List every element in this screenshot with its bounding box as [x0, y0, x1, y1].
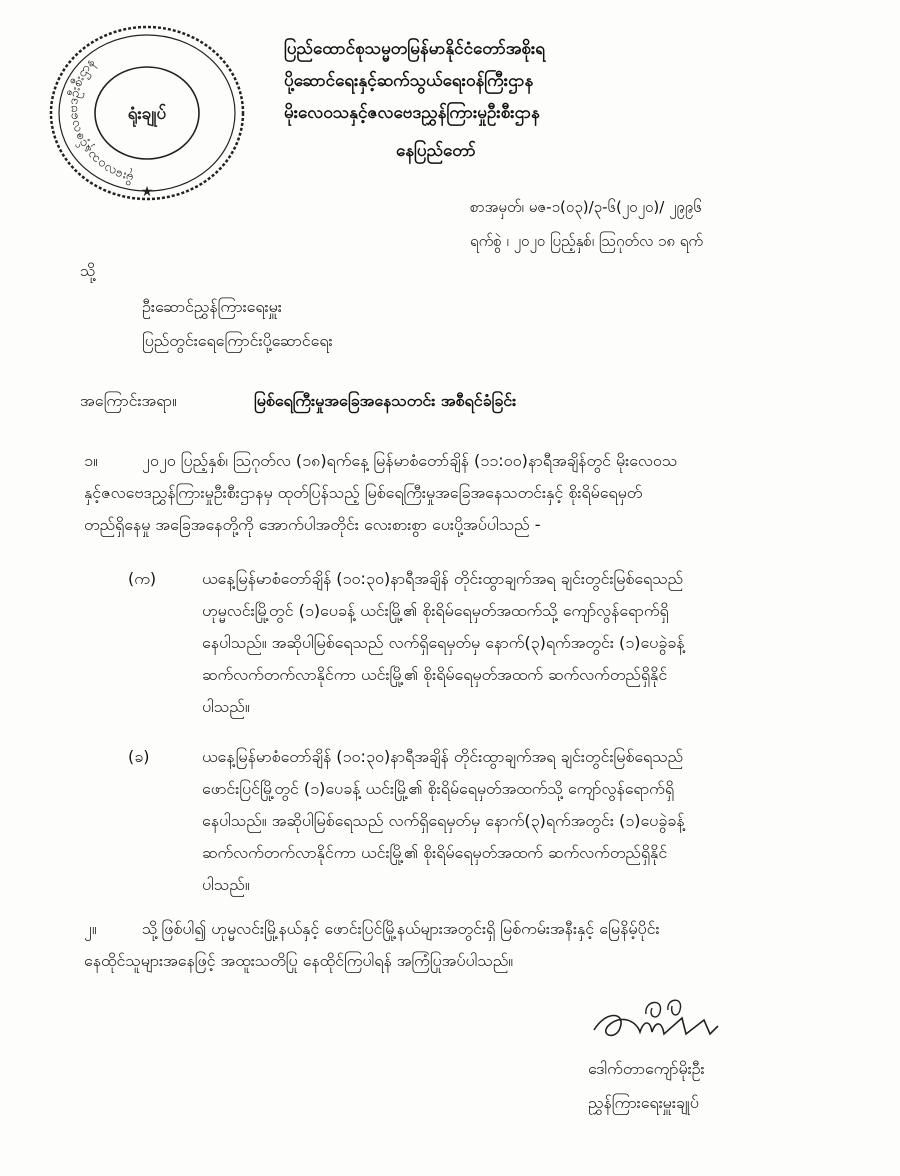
- subject-label: အကြောင်းအရာ။: [80, 391, 177, 410]
- header-ministry: ပို့ဆောင်ရေးနှင့်ဆက်သွယ်ရေးဝန်ကြီးဌာန: [284, 71, 534, 91]
- item-line: ယနေ့မြန်မာစံတော်ချိန် (၁၀:၃၀)နာရီအချိန် တိုင်းထွာချက်အရ ချင်းတွင်းမြစ်ရေသည်: [202, 569, 684, 588]
- para1-line: တည်ရှိနေမှု အခြေအနေတို့ကို အောက်ပါအတိုင်း လေးစားစွာ ပေးပို့အပ်ပါသည် -: [84, 515, 541, 534]
- signatory-name: ဒေါက်တာကျော်မိုးဦး: [588, 1059, 705, 1078]
- para2-line: နေထိုင်သူများအနေဖြင့် အထူးသတိပြု နေထိုင်ကြပါရန် အကြံပြုအပ်ပါသည်။: [84, 951, 514, 970]
- para2-line: သို့ဖြစ်ပါ၍ ဟုမ္မလင်းမြို့နယ်နှင့် ဖောင်းပြင်မြို့နယ်များအတွင်းရှိ မြစ်ကမ်းအနီးနှင့် မြေနိမ့်ပိုင်း: [142, 919, 660, 938]
- item-line: ဆက်လက်တက်လာနိုင်ကာ ယင်းမြို့၏ စိုးရိမ်ရေမှတ်အထက် ဆက်လက်တည်ရှိနိုင်: [202, 665, 668, 684]
- item-line: ဟုမ္မလင်းမြို့တွင် (၁)ပေခန့် ယင်းမြို့၏ စိုးရိမ်ရေမှတ်အထက်သို့ ကျော်လွန်ရောက်ရှိ: [202, 601, 669, 620]
- para1-line: ၂၀၂၀ ပြည့်နှစ်၊ ဩဂုတ်လ (၁၈)ရက်နေ့ မြန်မာစံတော်ချိန် (၁၁:၀၀)နာရီအချိန်တွင် မိုးလေဝသ: [142, 451, 678, 470]
- letter-number: စာအမှတ်၊ မဇ-၁(၀၃)/၃-၆(၂၀၂၀)/ ၂၉၉၆: [470, 198, 702, 216]
- item-label: (ခ): [128, 747, 150, 766]
- item-line: နေပါသည်။ အဆိုပါမြစ်ရေသည် လက်ရှိရေမှတ်မှ နောက်(၃)ရက်အတွင်း (၁)ပေခွဲခန့်: [202, 633, 685, 652]
- header-department: မိုးလေဝသနှင့်ဇလဗေဒညွှန်ကြားမှုဦးစီးဌာန: [284, 103, 540, 123]
- header-government: ပြည်ထောင်စုသမ္မတမြန်မာနိုင်ငံတော်အစိုးရ: [284, 39, 546, 59]
- item-line: ပါသည်။: [202, 875, 250, 894]
- item-line: ပါသည်။: [202, 697, 250, 716]
- letter-date: ရက်စွဲ ၊ ၂၀၂၀ ပြည့်နှစ်၊ ဩဂုတ်လ ၁၈ ရက်: [470, 232, 704, 250]
- item-line: ဖောင်းပြင်မြို့တွင် (၁)ပေခန့် ယင်းမြို့၏ စိုးရိမ်ရေမှတ်အထက်သို့ ကျော်လွန်ရောက်ရှိ: [202, 779, 675, 798]
- item-line: နေပါသည်။ အဆိုပါမြစ်ရေသည် လက်ရှိရေမှတ်မှ နောက်(၃)ရက်အတွင်း (၁)ပေခွဲခန့်: [202, 811, 685, 830]
- para2-number: ၂။: [84, 919, 97, 938]
- seal-star-icon: ★: [140, 184, 154, 200]
- official-seal: [40, 18, 255, 208]
- seal-ring-text: မိုးလေဝသနှင့်ဇလဗေဒဦးစီးဌာန: [65, 55, 136, 186]
- header-location: နေပြည်တော်: [396, 141, 476, 161]
- seal-center-text: ရုံးချုပ်: [127, 104, 167, 124]
- to-label: သို့: [80, 261, 96, 280]
- para1-number: ၁။: [84, 451, 98, 470]
- subject-text: မြစ်ရေကြီးမှုအခြေအနေသတင်း အစီရင်ခံခြင်း: [254, 391, 517, 410]
- handwritten-signature: [586, 990, 726, 1050]
- para1-line: နှင့်ဇလဗေဒညွှန်ကြားမှုဦးစီးဌာနမှ ထုတ်ပြန်သည့် မြစ်ရေကြီးမှုအခြေအနေသတင်းနှင့် စိုးရိမ်ရေမှတ်: [84, 483, 643, 502]
- item-label: (က): [128, 569, 157, 588]
- recipient-department: ပြည်တွင်းရေကြောင်းပို့ဆောင်ရေး: [142, 331, 333, 350]
- signatory-title: ညွှန်ကြားရေးမှူးချုပ်: [588, 1093, 699, 1112]
- recipient-title: ဦးဆောင်ညွှန်ကြားရေးမှူး: [142, 297, 282, 316]
- item-line: ဆက်လက်တက်လာနိုင်ကာ ယင်းမြို့၏ စိုးရိမ်ရေမှတ်အထက် ဆက်လက်တည်ရှိနိုင်: [202, 843, 668, 862]
- item-line: ယနေ့မြန်မာစံတော်ချိန် (၁၀:၃၀)နာရီအချိန် တိုင်းထွာချက်အရ ချင်းတွင်းမြစ်ရေသည်: [202, 747, 684, 766]
